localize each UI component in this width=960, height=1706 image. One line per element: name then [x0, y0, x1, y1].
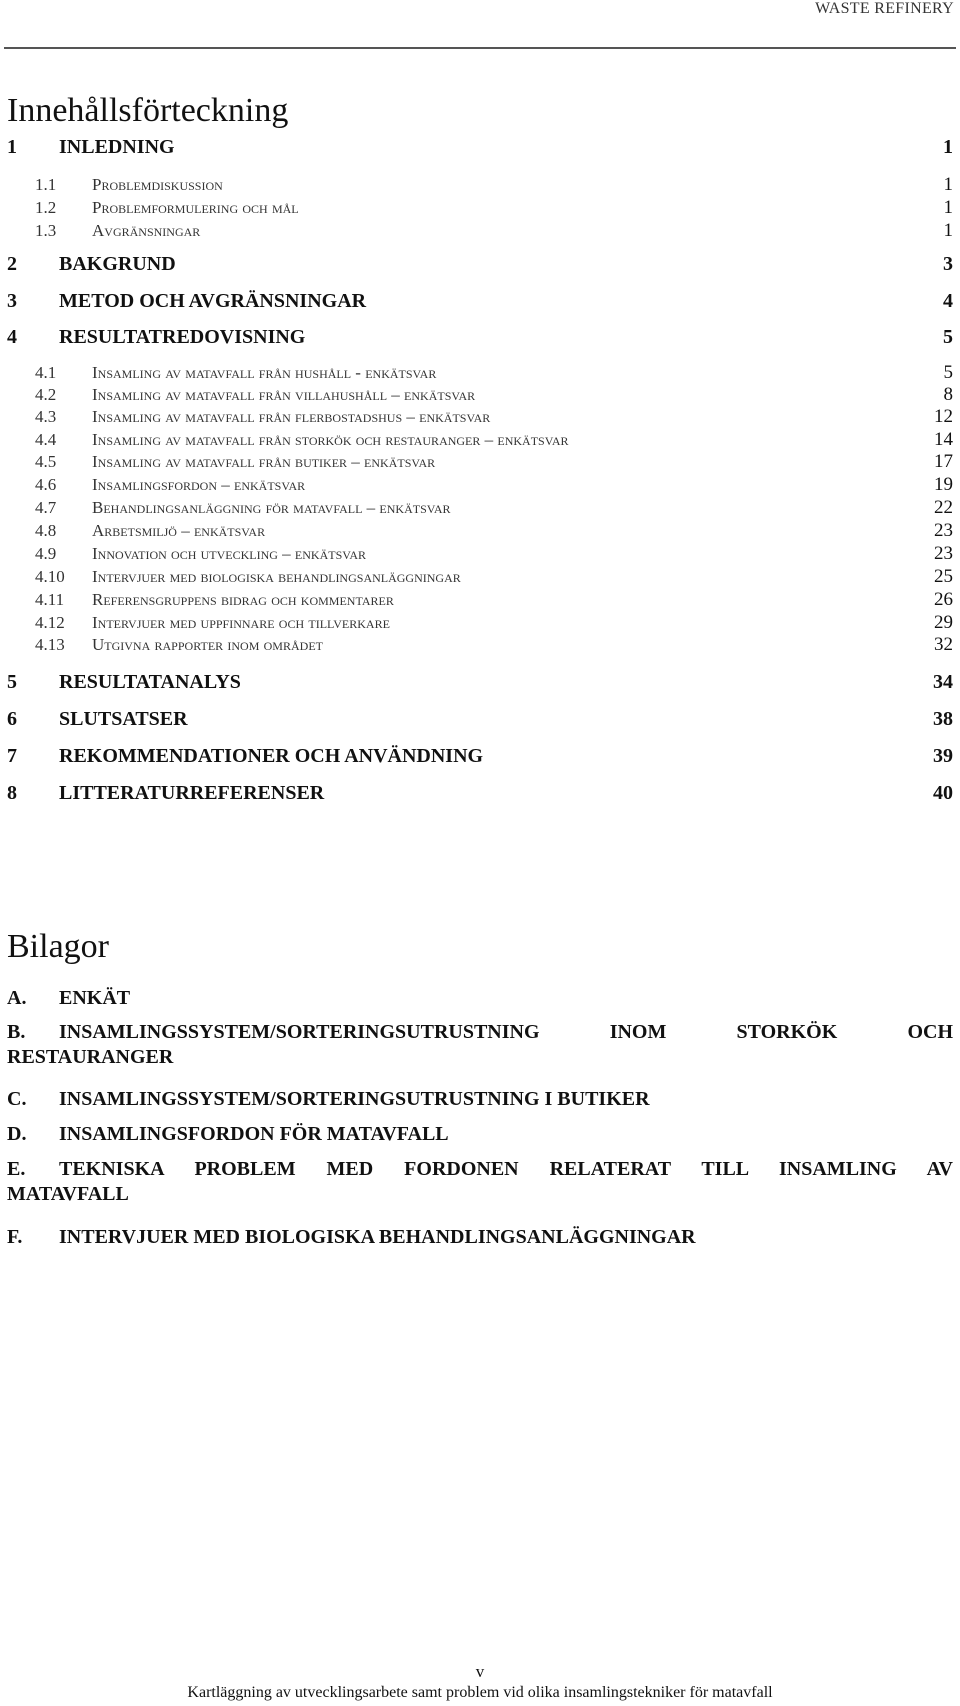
toc-entry-number: 1.3 [35, 221, 57, 240]
header-divider [4, 47, 956, 49]
toc-entry-number: 1 [7, 136, 17, 158]
appendix-title: Bilagor [7, 928, 109, 965]
toc-entry-label: BAKGRUND [59, 253, 176, 275]
toc-entry-label: Innovation och utveckling – enkätsvar [92, 544, 367, 563]
toc-entry-page: 34 [933, 671, 953, 693]
toc-entry-label: Insamling av matavfall från butiker – enkätsvar [92, 452, 436, 471]
toc-entry-label: Arbetsmiljö – enkätsvar [92, 521, 266, 540]
toc-entry-number: 1.2 [35, 198, 57, 217]
toc-section-entry[interactable] [7, 589, 953, 611]
appendix-title-line1: INTERVJUER MED BIOLOGISKA BEHANDLINGSANLÄGGNINGAR [59, 1226, 696, 1248]
toc-section-entry[interactable] [7, 612, 953, 634]
toc-section-entry[interactable] [7, 197, 953, 219]
appendix-title-line1: ENKÄT [59, 987, 131, 1009]
toc-entry-page: 1 [943, 197, 953, 218]
toc-entry-number: 4.8 [35, 521, 57, 540]
toc-chapter-entry[interactable] [7, 708, 953, 731]
appendix-title-line2: MATAVFALL [7, 1183, 129, 1205]
toc-entry-label: REKOMMENDATIONER OCH ANVÄNDNING [59, 745, 484, 767]
toc-entry-page: 25 [934, 566, 953, 587]
toc-entry-label: Behandlingsanläggning för matavfall – enkätsvar [92, 498, 451, 517]
toc-section-entry[interactable] [7, 520, 953, 542]
page-number: v [475, 1662, 485, 1681]
appendix-item[interactable] [7, 1020, 953, 1070]
toc-entry-number: 4.7 [35, 498, 57, 517]
toc-entry-number: 4.5 [35, 452, 57, 471]
toc-entry-label: Insamling av matavfall från storkök och restauranger – enkätsvar [92, 430, 569, 449]
toc-entry-page: 39 [933, 745, 953, 767]
appendix-item[interactable] [7, 1157, 953, 1207]
toc-entry-page: 32 [934, 634, 953, 655]
toc-section-entry[interactable] [7, 543, 953, 565]
toc-entry-label: Intervjuer med biologiska behandlingsanläggningar [92, 567, 461, 586]
toc-entry-label: SLUTSATSER [59, 708, 188, 730]
toc-entry-label: Referensgruppens bidrag och kommentarer [92, 590, 394, 609]
toc-entry-number: 4.4 [35, 430, 57, 449]
appendix-title-line2: RESTAURANGER [7, 1046, 174, 1068]
appendix-letter: C. [7, 1088, 27, 1110]
toc-entry-label: LITTERATURREFERENSER [59, 782, 325, 804]
toc-entry-label: Utgivna rapporter inom området [92, 635, 323, 654]
toc-chapter-entry[interactable] [7, 290, 953, 313]
toc-entry-page: 14 [934, 429, 953, 450]
toc-entry-page: 8 [943, 384, 953, 405]
appendix-item[interactable] [7, 1225, 953, 1250]
toc-entry-page: 19 [934, 474, 953, 495]
appendix-letter: F. [7, 1226, 23, 1248]
toc-entry-page: 1 [943, 136, 953, 158]
toc-entry-page: 5 [943, 362, 953, 383]
toc-section-entry[interactable] [7, 429, 953, 451]
toc-section-entry[interactable] [7, 220, 953, 242]
toc-entry-page: 23 [934, 543, 953, 564]
toc-chapter-entry[interactable] [7, 671, 953, 694]
toc-entry-number: 4 [7, 326, 17, 348]
toc-chapter-entry[interactable] [7, 136, 953, 159]
toc-entry-number: 4.6 [35, 475, 57, 494]
toc-entry-number: 7 [7, 745, 17, 767]
toc-entry-page: 1 [943, 174, 953, 195]
toc-entry-label: RESULTATANALYS [59, 671, 241, 693]
toc-entry-page: 38 [933, 708, 953, 730]
toc-entry-label: Insamling av matavfall från hushåll - enkätsvar [92, 363, 437, 382]
toc-entry-number: 4.10 [35, 567, 65, 586]
toc-entry-page: 4 [943, 290, 953, 312]
toc-chapter-entry[interactable] [7, 326, 953, 349]
appendix-letter: A. [7, 987, 27, 1009]
toc-section-entry[interactable] [7, 497, 953, 519]
toc-entry-label: INLEDNING [59, 136, 175, 158]
toc-entry-number: 5 [7, 671, 17, 693]
toc-entry-page: 40 [933, 782, 953, 804]
toc-section-entry[interactable] [7, 566, 953, 588]
toc-entry-page: 17 [934, 451, 953, 472]
toc-entry-number: 1.1 [35, 175, 57, 194]
toc-section-entry[interactable] [7, 362, 953, 384]
toc-entry-label: RESULTATREDOVISNING [59, 326, 306, 348]
toc-entry-page: 22 [934, 497, 953, 518]
toc-chapter-entry[interactable] [7, 253, 953, 276]
toc-entry-number: 4.9 [35, 544, 57, 563]
toc-entry-number: 8 [7, 782, 17, 804]
toc-entry-label: Intervjuer med uppfinnare och tillverkare [92, 613, 390, 632]
toc-entry-number: 4.11 [35, 590, 65, 609]
toc-entry-number: 4.3 [35, 407, 57, 426]
toc-entry-label: Avgränsningar [92, 221, 201, 240]
toc-chapter-entry[interactable] [7, 782, 953, 805]
toc-entry-page: 26 [934, 589, 953, 610]
toc-entry-number: 4.2 [35, 385, 57, 404]
toc-entry-page: 23 [934, 520, 953, 541]
toc-entry-page: 1 [943, 220, 953, 241]
appendix-title-line1: TEKNISKA PROBLEM MED FORDONEN RELATERAT TILL INSAMLING AV [59, 1158, 953, 1180]
toc-section-entry[interactable] [7, 451, 953, 473]
appendix-title-line1: INSAMLINGSFORDON FÖR MATAVFALL [59, 1123, 449, 1145]
toc-section-entry[interactable] [7, 384, 953, 406]
header-title: WASTE REFINERY [815, 0, 954, 17]
toc-title: Innehållsförteckning [7, 92, 289, 129]
appendix-item[interactable] [7, 986, 953, 1011]
toc-entry-number: 2 [7, 253, 17, 275]
footer-text: Kartläggning av utvecklingsarbete samt problem vid olika insamlingstekniker för matavfall [187, 1684, 773, 1701]
toc-section-entry[interactable] [7, 406, 953, 428]
toc-entry-number: 4.1 [35, 363, 57, 382]
toc-entry-label: Problemdiskussion [92, 175, 223, 194]
toc-entry-label: Insamling av matavfall från villahushåll – enkätsvar [92, 385, 476, 404]
toc-section-entry[interactable] [7, 174, 953, 196]
toc-entry-number: 6 [7, 708, 17, 730]
toc-entry-number: 4.13 [35, 635, 65, 654]
toc-entry-number: 3 [7, 290, 17, 312]
toc-section-entry[interactable] [7, 474, 953, 496]
appendix-title-line1: INSAMLINGSSYSTEM/SORTERINGSUTRUSTNING INOM STORKÖK OCH [59, 1021, 953, 1043]
toc-entry-label: Problemformulering och mål [92, 198, 299, 217]
appendix-letter: D. [7, 1123, 27, 1145]
appendix-title-line1: INSAMLINGSSYSTEM/SORTERINGSUTRUSTNING I BUTIKER [59, 1088, 650, 1110]
toc-entry-page: 29 [934, 612, 953, 633]
appendix-item[interactable] [7, 1122, 953, 1147]
toc-entry-label: METOD OCH AVGRÄNSNINGAR [59, 290, 367, 312]
appendix-item[interactable] [7, 1087, 953, 1112]
toc-entry-page: 3 [943, 253, 953, 275]
toc-entry-page: 12 [934, 406, 953, 427]
toc-section-entry[interactable] [7, 634, 953, 656]
appendix-letter: B. [7, 1021, 26, 1043]
appendix-letter: E. [7, 1158, 26, 1180]
toc-entry-label: Insamling av matavfall från flerbostadshus – enkätsvar [92, 407, 491, 426]
toc-entry-number: 4.12 [35, 613, 65, 632]
toc-chapter-entry[interactable] [7, 745, 953, 768]
toc-entry-label: Insamlingsfordon – enkätsvar [92, 475, 306, 494]
toc-entry-page: 5 [943, 326, 953, 348]
